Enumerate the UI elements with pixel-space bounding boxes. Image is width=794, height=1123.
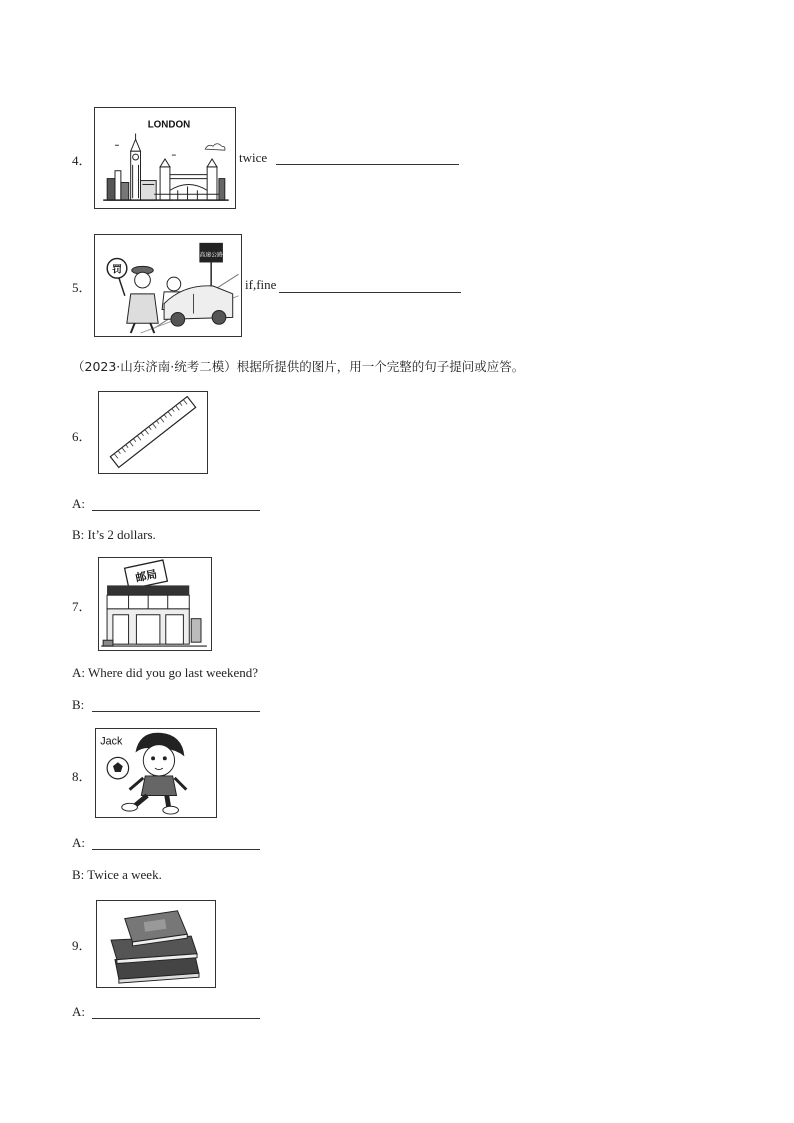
- highway-sign-text: 高速公路: [199, 252, 223, 259]
- question-number-7: 7．: [72, 599, 92, 614]
- question-9-a-label: A:: [72, 1004, 85, 1019]
- books-image: [96, 900, 216, 988]
- question-number-4: 4．: [72, 153, 92, 168]
- post-office-sign-text: 邮局: [134, 567, 159, 585]
- answer-line-9a[interactable]: [92, 1018, 260, 1019]
- answer-line-5[interactable]: [279, 292, 461, 293]
- question-number-6: 6．: [72, 429, 92, 444]
- answer-line-7b[interactable]: [92, 711, 260, 712]
- london-label: LONDON: [147, 119, 191, 131]
- question-number-9: 9．: [72, 938, 92, 953]
- question-number-5: 5．: [72, 280, 92, 295]
- question-6-a-label: A:: [72, 496, 85, 511]
- traffic-police-image: [94, 234, 242, 337]
- question-8-a-label: A:: [72, 835, 85, 850]
- answer-line-8a[interactable]: [92, 849, 260, 850]
- answer-line-6a[interactable]: [92, 510, 260, 511]
- jack-label: Jack: [100, 735, 123, 748]
- fine-badge-text: 罚: [112, 264, 122, 276]
- question-4-keywords: twice: [239, 150, 268, 165]
- question-7-b-label: B:: [72, 697, 85, 712]
- question-8-b-line: B: Twice a week.: [72, 867, 162, 882]
- section-instruction: （2023·山东济南·统考二模）根据所提供的图片，用一个完整的句子提问或应答。: [72, 359, 525, 374]
- question-number-8: 8．: [72, 769, 92, 784]
- question-7-a-line: A: Where did you go last weekend?: [72, 665, 259, 680]
- question-6-b-line: B: It’s 2 dollars.: [72, 527, 156, 542]
- answer-line-4[interactable]: [276, 164, 459, 165]
- ruler-image: [98, 391, 208, 474]
- jack-football-image: [95, 728, 217, 818]
- london-skyline-image: [94, 107, 236, 209]
- post-office-image: [98, 557, 212, 651]
- question-5-keywords: if,fine: [245, 277, 277, 292]
